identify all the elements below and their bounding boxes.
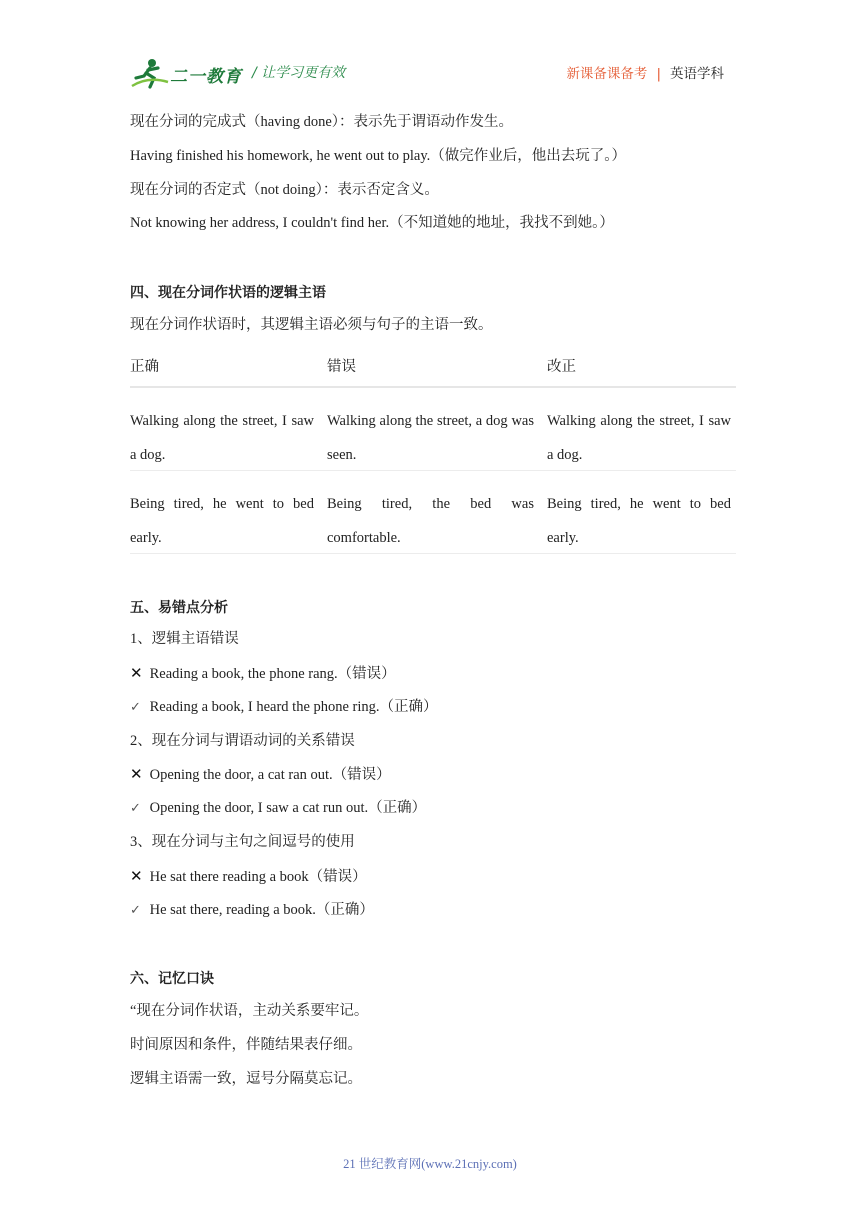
table-row [130, 388, 736, 471]
right-example-3 [130, 901, 374, 920]
logo-text: 二一教育 [170, 67, 242, 87]
wrong-example-1 [130, 664, 396, 683]
page-header [130, 56, 730, 92]
section5-title-text: 五、易错点分析 [130, 600, 228, 616]
cross-icon: ✕ [130, 867, 143, 885]
table-cell: Walking along the street, a dog was seen. [327, 413, 534, 463]
table-header-fix: 改正 [547, 359, 576, 375]
wrong-example-text: Reading a book, the phone rang.（错误） [149, 666, 396, 682]
header-slogan: / 让学习更有效 [252, 65, 346, 81]
intro-line-1: 现在分词的完成式（having done）：表示先于谓语动作发生。 [130, 114, 514, 130]
section6-title-text: 六、记忆口诀 [130, 971, 214, 987]
logic-subject-table [130, 350, 736, 554]
table-header-row [130, 350, 736, 388]
header-subject [566, 62, 724, 82]
table-cell: Being tired, the bed was comfortable. [327, 496, 534, 546]
page-footer: 21 世纪教育网(www.21cnjy.com) [343, 1157, 517, 1171]
table-cell: Being tired, he went to bed early. [130, 496, 314, 546]
section6-title [130, 968, 214, 988]
section5-title [130, 597, 228, 617]
table-row [130, 471, 736, 554]
table-header-wrong: 错误 [327, 359, 356, 375]
logo [130, 56, 242, 90]
mnemonic-line-1: “现在分词作状语，主动关系要牢记。 [130, 1003, 369, 1019]
check-icon: ✓ [130, 700, 141, 715]
cross-icon: ✕ [130, 765, 143, 783]
intro-line-2: Having finished his homework, he went out to play.（做完作业后，他出去玩了。） [130, 148, 627, 164]
mnemonic-line-3: 逻辑主语需一致，逗号分隔莫忘记。 [130, 1071, 362, 1087]
intro-line-4: Not knowing her address, I couldn't find her.（不知道她的地址，我找不到她。） [130, 215, 614, 231]
header-course-label: 新课备课备考 [566, 66, 648, 82]
header-separator: | [656, 66, 661, 82]
header-subject-label: 英语学科 [670, 66, 724, 82]
right-example-1 [130, 698, 438, 717]
table-cell: Being tired, he went to bed early. [547, 496, 731, 546]
right-example-2 [130, 799, 426, 818]
check-icon: ✓ [130, 903, 141, 918]
intro-line-3: 现在分词的否定式（not doing）：表示否定含义。 [130, 182, 439, 198]
runner-logo-icon [130, 56, 170, 90]
table-cell: Walking along the street, I saw a dog. [547, 413, 731, 463]
wrong-example-3 [130, 867, 367, 886]
right-example-text: Opening the door, I saw a cat run out.（正确） [149, 800, 427, 816]
wrong-example-text: He sat there reading a book（错误） [149, 869, 367, 885]
section4-title-text: 四、现在分词作状语的逻辑主语 [130, 285, 326, 301]
table-header-correct: 正确 [130, 359, 159, 375]
error-heading-1: 1、逻辑主语错误 [130, 631, 239, 647]
cross-icon: ✕ [130, 664, 143, 682]
wrong-example-text: Opening the door, a cat ran out.（错误） [149, 767, 391, 783]
error-heading-3: 3、现在分词与主句之间逗号的使用 [130, 834, 355, 850]
wrong-example-2 [130, 765, 391, 784]
right-example-text: Reading a book, I heard the phone ring.（正确） [149, 699, 438, 715]
right-example-text: He sat there, reading a book.（正确） [149, 902, 374, 918]
error-heading-2: 2、现在分词与谓语动词的关系错误 [130, 733, 355, 749]
table-cell: Walking along the street, I saw a dog. [130, 413, 314, 463]
mnemonic-line-2: 时间原因和条件，伴随结果表仔细。 [130, 1037, 362, 1053]
section4-title [130, 282, 326, 302]
section4-desc: 现在分词作状语时，其逻辑主语必须与句子的主语一致。 [130, 317, 493, 333]
check-icon: ✓ [130, 801, 141, 816]
